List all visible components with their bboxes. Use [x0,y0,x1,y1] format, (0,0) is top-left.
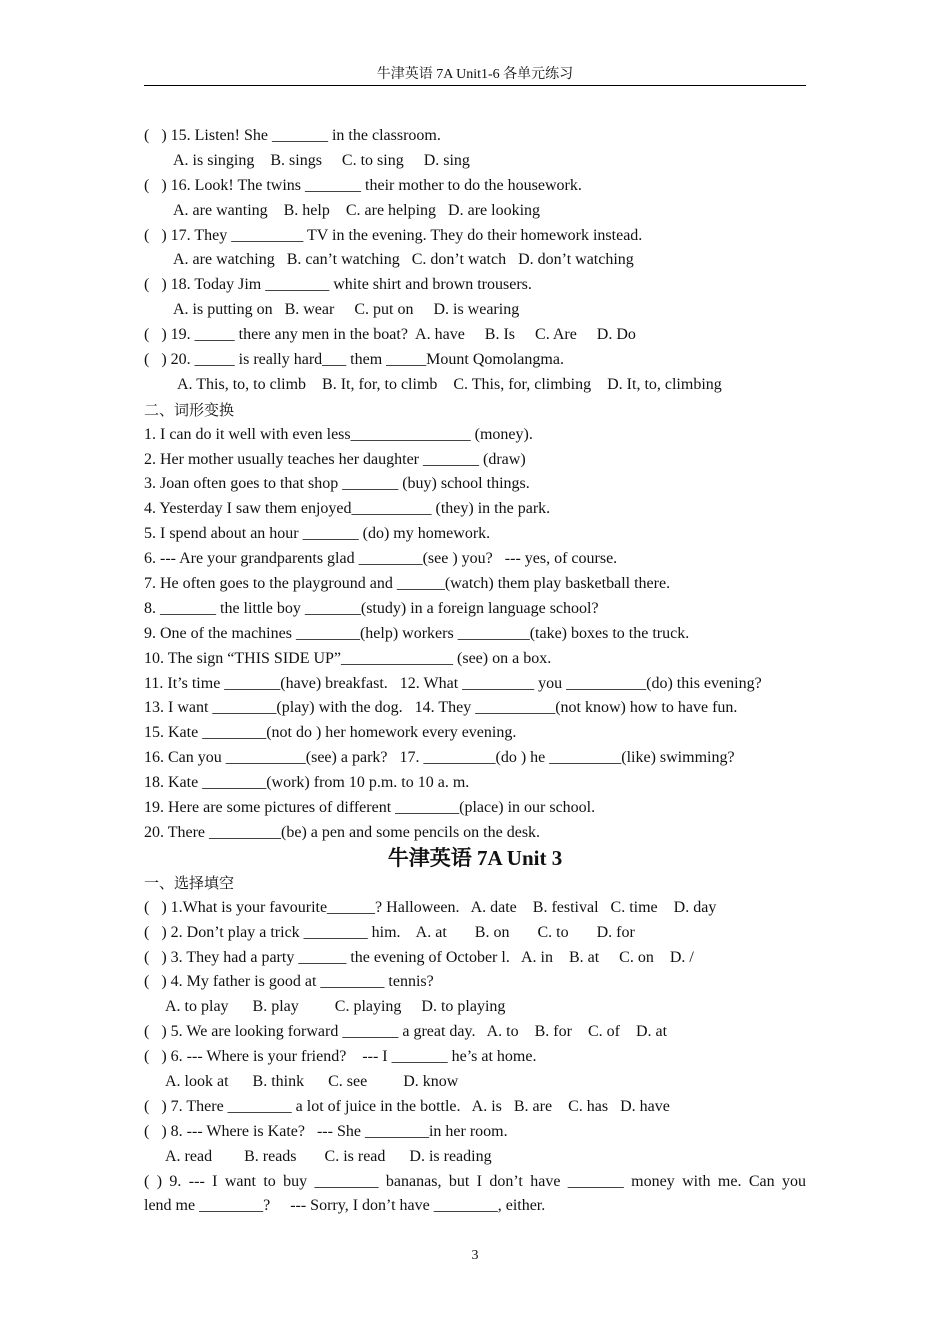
options-line: A. are watching B. can’t watching C. don’t watch D. don’t watching [173,251,634,269]
question-line: 13. I want ________(play) with the dog. 14. They __________(not know) how to have fun. [144,699,738,717]
question-line: 11. It’s time _______(have) breakfast. 12. What _________ you __________(do) this evening? [144,674,762,692]
question-line: ( ) 5. We are looking forward _______ a great day. A. to B. for C. of D. at [144,1023,668,1041]
question-line: 19. Here are some pictures of different ________(place) in our school. [144,799,596,817]
question-line: 8. _______ the little boy _______(study) in a foreign language school? [144,599,599,617]
question-line: ( ) 6. --- Where is your friend? --- I _______ he’s at home. [144,1048,537,1066]
page-number: 3 [471,1248,479,1263]
options-line: A. look at B. think C. see D. know [165,1072,459,1090]
question-line: 3. Joan often goes to that shop _______ (buy) school things. [144,475,530,493]
question-line: ( ) 17. They _________ TV in the evening. They do their homework instead. [144,226,643,244]
question-line: 4. Yesterday I saw them enjoyed__________ (they) in the park. [144,500,551,518]
question-line: 18. Kate ________(work) from 10 p.m. to 10 a. m. [144,774,470,792]
options-line: A. to play B. play C. playing D. to playing [165,998,506,1016]
question-line: ( ) 15. Listen! She _______ in the classroom. [144,127,441,144]
options-line: A. read B. reads C. is read D. is reading [165,1147,492,1165]
question-line: ( ) 9. --- I want to buy ________ bananas, but I don’t have _______ money with me. Can you [144,1172,806,1190]
question-line: 5. I spend about an hour _______ (do) my homework. [144,525,491,543]
section-heading: 二、词形变换 [144,400,235,419]
options-line: A. is singing B. sings C. to sing D. sing [173,151,470,169]
header-rule [144,85,806,86]
question-line: ( ) 1.What is your favourite______? Halloween. A. date B. festival C. time D. day [144,898,717,916]
document-body [144,124,806,1219]
options-line: A. are wanting B. help C. are helping D. are looking [173,201,541,219]
page-header: 牛津英语 7A Unit1-6 各单元练习 [376,67,574,82]
options-line: A. is putting on B. wear C. put on D. is wearing [173,301,520,319]
question-line: ( ) 3. They had a party ______ the evening of October l. A. in B. at C. on D. / [144,948,694,966]
question-line: 16. Can you __________(see) a park? 17. _________(do ) he _________(like) swimming? [144,749,735,767]
question-line: 15. Kate ________(not do ) her homework every evening. [144,724,517,742]
question-line: 1. I can do it well with even less_______________ (money). [144,425,533,443]
question-line: ( ) 19. _____ there any men in the boat? A. have B. Is C. Are D. Do [144,326,636,344]
question-line: lend me ________? --- Sorry, I don’t have ________, either. [144,1197,546,1215]
section-heading: 一、选择填空 [144,873,235,892]
question-line: ( ) 2. Don’t play a trick ________ him. A. at B. on C. to D. for [144,923,635,941]
question-line: ( ) 8. --- Where is Kate? --- She ________in her room. [144,1122,508,1140]
question-line: 2. Her mother usually teaches her daughter _______ (draw) [144,450,526,468]
question-line: ( ) 16. Look! The twins _______ their mother to do the housework. [144,176,582,194]
question-line: ( ) 7. There ________ a lot of juice in the bottle. A. is B. are C. has D. have [144,1097,670,1115]
question-line: 9. One of the machines ________(help) workers _________(take) boxes to the truck. [144,624,690,642]
question-line: 7. He often goes to the playground and ______(watch) them play basketball there. [144,575,671,593]
question-line: ( ) 4. My father is good at ________ tennis? [144,973,434,991]
options-line: A. This, to, to climb B. It, for, to climb C. This, for, climbing D. It, to, climbing [177,375,722,393]
question-line: 10. The sign “THIS SIDE UP”______________ (see) on a box. [144,649,552,667]
question-line: 6. --- Are your grandparents glad ________(see ) you? --- yes, of course. [144,550,618,568]
unit-title: 牛津英语 7A Unit 3 [387,845,563,870]
question-line: ( ) 18. Today Jim ________ white shirt and brown trousers. [144,276,532,294]
question-line: ( ) 20. _____ is really hard___ them _____Mount Qomolangma. [144,351,564,369]
question-line: 20. There _________(be) a pen and some pencils on the desk. [144,823,541,841]
